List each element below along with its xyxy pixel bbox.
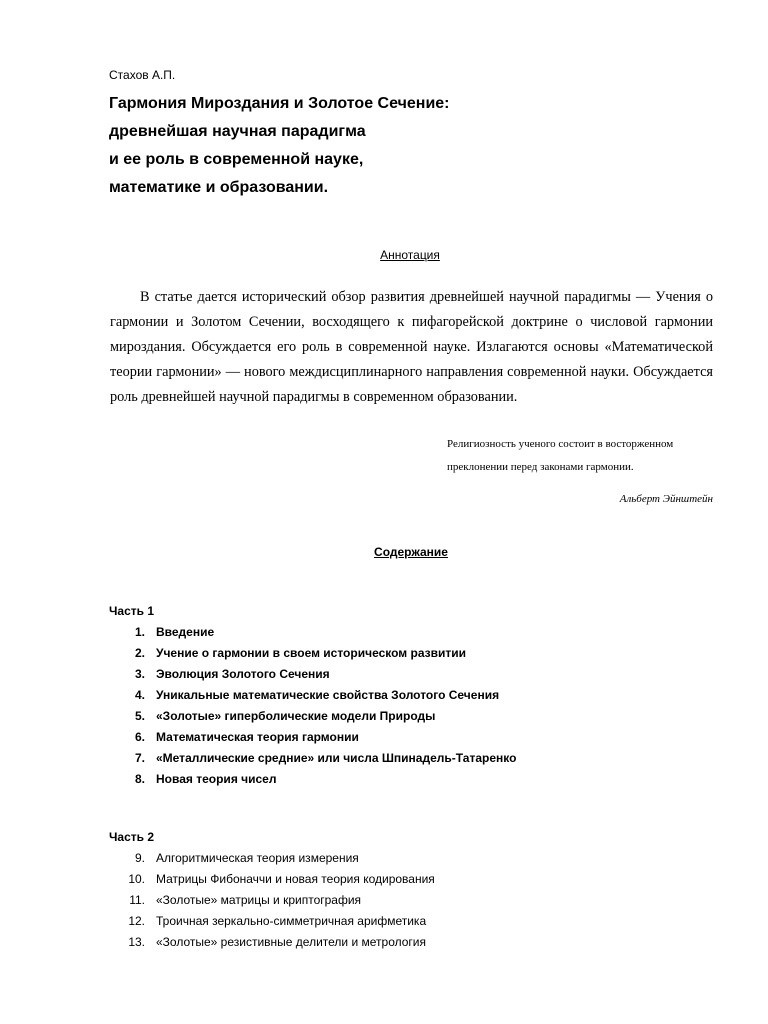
- epigraph-text: Религиозность ученого состоит в восторженном преклонении перед законами гармонии.: [447, 438, 674, 473]
- title-line-3: и ее роль в современной науке,: [109, 151, 364, 168]
- title-line-2: древнейшая научная парадигма: [109, 123, 366, 140]
- annotation-heading: Аннотация: [380, 248, 440, 262]
- part-2-label: Часть 2: [109, 830, 155, 844]
- annotation-body: В статье дается исторический обзор развития древнейшей научной парадигмы — Учения о гармонии и Золотом Сечении, восходящего к пифагорейской доктрине о числовой гармонии мироздания. Обсуждается его роль в современной науке. Излагаются основы «Математической теории гармонии» — нового междисциплинарного направления современной науки. Обсуждается роль древнейшей научной парадигмы в современном образовании.: [110, 289, 713, 405]
- epigraph-author: Альберт Эйнштейн: [619, 493, 713, 505]
- title-line-4: математике и образовании.: [109, 179, 329, 196]
- document-page: Стахов А.П. Гармония Мироздания и Золотое Сечение: древнейшая научная парадигма и ее роль в современной науке, математике и образовании. Аннотация В статье дается исторический обзор развития древнейшей научной парадигмы — Учения о гармонии и Золотом Сечении, восходящего к пифагорейской доктрине о числовой гармонии мироздания. Обсуждается его роль в современной науке. Излагаются основы «Математической теории гармонии» — нового междисциплинарного направления современной науки. Обсуждается роль древнейшей научной парадигмы в современном образовании. Религиозность ученого состоит в восторженном преклонении перед законами гармонии. Альберт Эйнштейн Содержание Часть 1 1. Введение 2. Учение о гармонии в своем историческом развитии 3. Эволюция Золотого Сечения 4. Уникальные математические свойства Золотого Сечения 5. «Золотые» гиперболические модели Природы 6. Математическая теория гармонии 7. «Металлические средние» или числа Шпинадель-Татаренко 8. Новая теория чисел Часть 2 9. Алгоритмическая теория измерения 10. Матрицы Фибоначчи и новая теория кодирования 11. «Золотые» матрицы и криптография 12. Троичная зеркально-симметричная арифметика 13. «Золотые» резистивные делители и метрология: [0, 0, 768, 1024]
- author-name: Стахов А.П.: [109, 68, 176, 82]
- contents-heading: Содержание: [374, 545, 448, 559]
- document-title: [109, 90, 450, 202]
- title-line-1: Гармония Мироздания и Золотое Сечение:: [109, 95, 450, 112]
- part-1-label: Часть 1: [109, 604, 155, 618]
